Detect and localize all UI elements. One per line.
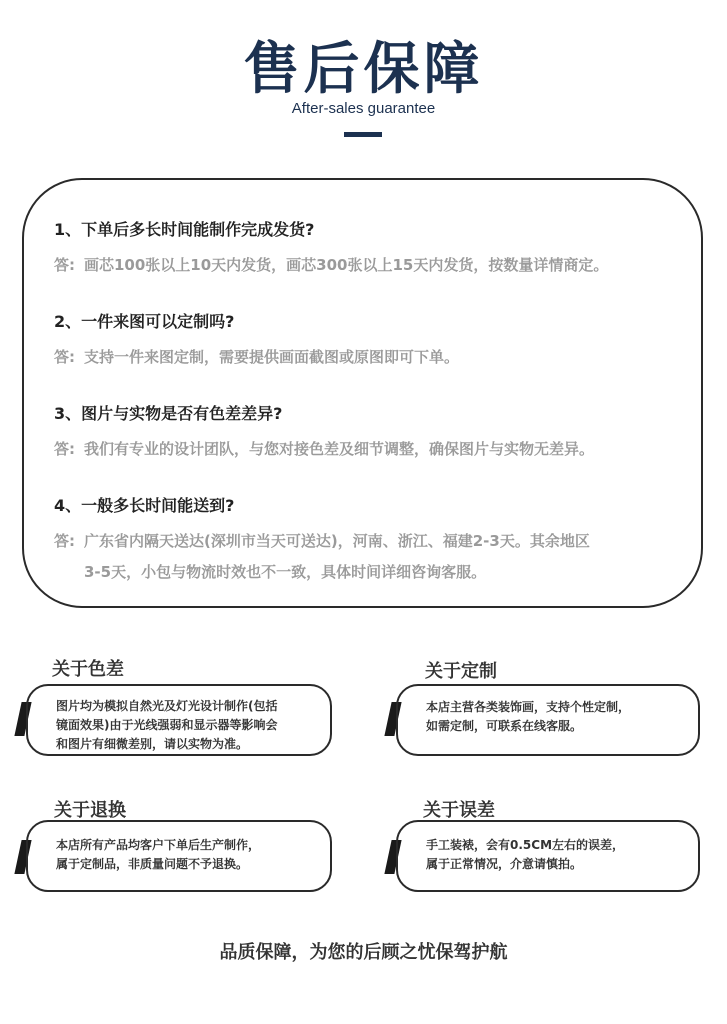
faq-item (54, 218, 694, 281)
card-error (396, 820, 700, 892)
faq-item (54, 494, 694, 588)
card-line: 图片均为模拟自然光及灯光设计制作(包括 (56, 699, 278, 713)
card-line: 和图片有细微差别，请以实物为准。 (56, 737, 249, 751)
card-return (26, 820, 332, 892)
page-title: 售后保障 (243, 37, 484, 102)
faq-answer (54, 250, 694, 281)
answer-text: 画芯100张以上10天内发货，画芯300张以上15天内发货，按数量详情商定。 (84, 256, 609, 274)
card-line: 本店所有产品均客户下单后生产制作， (56, 838, 261, 852)
faq-item (54, 402, 694, 465)
answer-label: 答: (54, 348, 75, 366)
card-line: 属于正常情况，介意请慎拍。 (426, 857, 583, 871)
answer-text-continued: 3-5天，小包与物流时效也不一致，具体时间详细咨询客服。 (84, 563, 487, 581)
card-line: 本店主营各类装饰画，支持个性定制， (426, 700, 631, 714)
card-title-return: 关于退换 (54, 800, 126, 821)
card-color-diff (26, 684, 332, 756)
card-text (56, 697, 316, 754)
faq-panel (22, 178, 703, 608)
card-text (56, 836, 316, 874)
answer-text: 广东省内隔天送达(深圳市当天可送达)，河南、浙江、福建2-3天。其余地区 (84, 532, 590, 550)
answer-text: 支持一件来图定制，需要提供画面截图或原图即可下单。 (84, 348, 460, 366)
card-title-color-diff: 关于色差 (52, 659, 124, 680)
page-subtitle: After-sales guarantee (291, 100, 436, 117)
faq-question: 3、图片与实物是否有色差差异? (54, 404, 283, 423)
card-title-error: 关于误差 (423, 800, 495, 821)
card-text (426, 836, 684, 874)
faq-question: 1、下单后多长时间能制作完成发货? (54, 220, 315, 239)
faq-item (54, 310, 694, 373)
faq-answer (54, 342, 694, 373)
answer-label: 答: (54, 532, 75, 550)
footer-slogan: 品质保障，为您的后顾之忧保驾护航 (219, 942, 508, 963)
card-custom (396, 684, 700, 756)
title-underline (344, 132, 382, 137)
faq-question: 4、一般多长时间能送到? (54, 496, 235, 515)
card-text (426, 698, 684, 736)
faq-answer (54, 434, 694, 465)
answer-text: 我们有专业的设计团队，与您对接色差及细节调整，确保图片与实物无差异。 (84, 440, 595, 458)
card-line: 镜面效果)由于光线强弱和显示器等影响会 (56, 718, 278, 732)
answer-label: 答: (54, 440, 75, 458)
card-line: 手工装裱，会有0.5CM左右的误差， (426, 838, 625, 852)
card-title-custom: 关于定制 (425, 661, 497, 682)
faq-answer (54, 526, 694, 588)
card-line: 属于定制品，非质量问题不予退换。 (56, 857, 249, 871)
card-line: 如需定制，可联系在线客服。 (426, 719, 583, 733)
answer-label: 答: (54, 256, 75, 274)
faq-question: 2、一件来图可以定制吗? (54, 312, 235, 331)
